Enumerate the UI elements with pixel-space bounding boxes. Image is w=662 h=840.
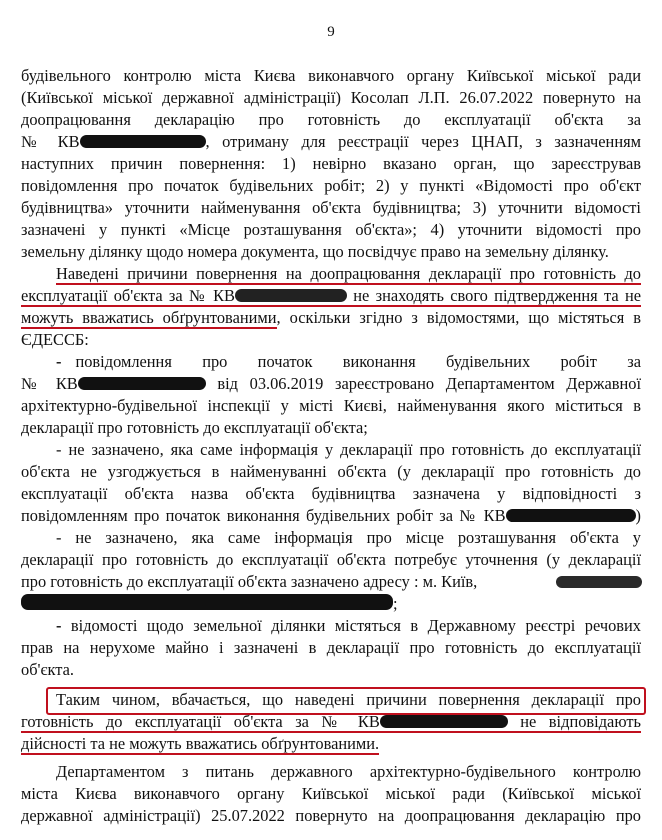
text-line	[56, 616, 641, 636]
underlined-text: дійсності та не можуть вважатись обґрунтованими.	[21, 734, 380, 753]
text-line	[56, 352, 641, 372]
text-line: зазначені у пункті «Місце розташування об'єкта»; 4) уточнити відомості про	[21, 220, 641, 239]
underlined-text: можуть вважатись обґрунтованими	[21, 308, 277, 327]
text-fragment: № КВ	[21, 132, 80, 151]
redaction-mark	[506, 509, 636, 522]
text-line: ЄДЕССБ:	[21, 330, 89, 349]
text-fragment: повідомлення про початок виконання будівельних робіт за	[75, 352, 641, 371]
text-line: декларації про готовність до експлуатації об'єкта;	[21, 418, 368, 437]
text-fragment: , отриману для реєстрації через ЦНАП, з зазначенням	[205, 132, 641, 151]
text-line: прав на нерухоме майно і зазначені в декларації про готовність до експлуатації	[21, 638, 641, 657]
text-line: міста Києва виконавчого органу Київської міської ради (Київської міської	[21, 784, 641, 803]
redaction-mark	[556, 576, 642, 588]
text-line	[21, 374, 641, 394]
text-line: експлуатації об'єкта назва об'єкта будівництва зазначена у відповідності з	[21, 484, 641, 503]
text-line	[21, 594, 641, 614]
highlighted-line: Таким чином, вбачається, що наведені причини повернення декларації про	[56, 690, 641, 709]
text-line: - не зазначено, яка саме інформація у декларації про готовність до експлуатації	[56, 440, 641, 459]
redaction-mark	[235, 289, 347, 302]
text-line: доопрацювання декларацію про готовність до експлуатації об'єкта за	[21, 110, 641, 129]
bullet-dash: -	[56, 616, 62, 635]
redaction-mark	[80, 135, 206, 148]
text-line	[21, 506, 641, 526]
text-line: Департаментом з питань державного архітектурно-будівельного контролю	[56, 762, 641, 781]
text-fragment: експлуатації об'єкта за № КВ	[21, 286, 235, 305]
text-fragment: відомості щодо земельної ділянки містяться в Державному реєстрі речових	[61, 616, 641, 635]
text-line: архітектурно-будівельної інспекції у місті Києві, найменування якого міститься в	[21, 396, 641, 415]
highlighted-line	[56, 264, 641, 284]
page-number: 9	[327, 24, 335, 40]
text-line: повідомлення про початок будівельних робіт; 2) у пункті «Відомості про об'єкт	[21, 176, 641, 195]
highlighted-line	[21, 712, 641, 732]
bullet-dash: -	[56, 352, 62, 371]
text-line: об'єкта.	[21, 660, 75, 679]
text-line: об'єкта не узгоджується в найменуванні об'єкта (у декларації про готовність до	[21, 462, 641, 481]
text-fragment: )	[635, 506, 641, 525]
text-fragment: від 03.06.2019 зареєстровано Департаментом Державної	[205, 374, 642, 393]
highlighted-line	[21, 286, 641, 306]
redaction-mark	[21, 594, 393, 610]
underlined-text: Наведені причини повернення на доопрацювання декларації про готовність до	[56, 264, 641, 283]
highlighted-line	[21, 734, 641, 754]
text-fragment: не знаходять свого підтвердження та не	[346, 286, 641, 305]
text-line: наступних причин повернення: 1) невірно вказано орган, що зареєстрував	[21, 154, 641, 173]
text-fragment: № КВ	[21, 374, 78, 393]
underlined-text	[21, 712, 641, 733]
text-line	[21, 132, 641, 152]
text-line: будівництва» уточнити найменування об'єкта будівництва; 3) уточнити відомості	[21, 198, 641, 217]
redaction-mark	[78, 377, 206, 390]
text-fragment: готовність до експлуатації об'єкта за № КВ	[21, 712, 380, 731]
redaction-mark	[380, 715, 508, 728]
text-line: земельну ділянку щодо номера документа, що посвідчує право на земельну ділянку.	[21, 242, 609, 261]
text-line: державної адміністрації) 25.07.2022 повернуто на доопрацювання декларацію про	[21, 806, 641, 825]
text-fragment: ;	[393, 594, 398, 613]
underlined-text	[21, 286, 641, 307]
text-line	[21, 308, 641, 328]
text-line: декларації про готовність до експлуатації об'єкта потребує уточнення (у декларації	[21, 550, 641, 569]
text-line: - не зазначено, яка саме інформація про місце розташування об'єкта у	[56, 528, 641, 547]
text-fragment: повідомленням про початок виконання будівельних робіт за № КВ	[21, 506, 506, 525]
text-line: про готовність до експлуатації об'єкта зазначено адресу : м. Київ,	[21, 572, 478, 591]
text-fragment: не відповідають	[507, 712, 641, 731]
text-line: (Київської міської державної адміністрації) Косолап Л.П. 26.07.2022 повернуто на	[21, 88, 641, 107]
text-fragment: , оскільки згідно з відомостями, що містяться в	[276, 308, 641, 327]
text-line: будівельного контролю міста Києва виконавчого органу Київської міської ради	[21, 66, 641, 85]
